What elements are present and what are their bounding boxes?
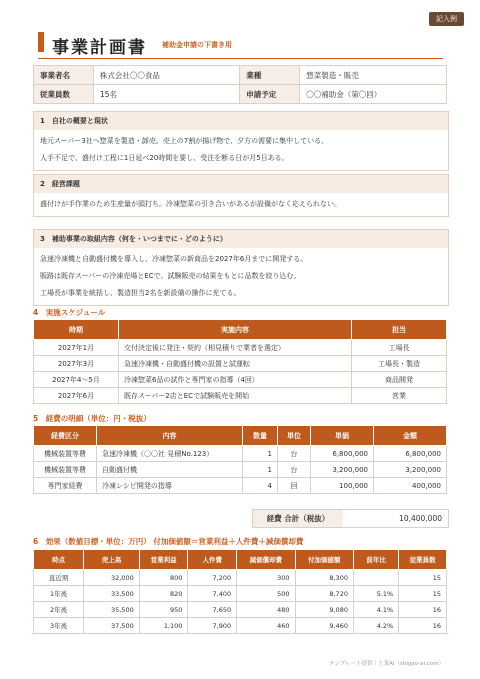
cell: 直近期 (34, 570, 84, 586)
title-accent-bar (38, 32, 44, 52)
body-line: 人手不足で、盛付け工程に1日延べ20時間を要し、受注を断る日が月5日ある。 (40, 154, 289, 162)
cell: 32,000 (84, 570, 140, 586)
body-line: 盛付けが手作業のため生産量が頭打ち。冷凍惣菜の引き合いがあるが設備がなく応えられない。 (40, 200, 341, 208)
table-row (34, 618, 447, 634)
cell: 820 (139, 586, 188, 602)
cell: 950 (139, 602, 188, 618)
cell: 500 (237, 586, 295, 602)
total-label: 経費 合計（税抜） (253, 510, 343, 527)
cell: 冷凍惣菜6品の試作と専門家の指導（4回） (119, 372, 352, 388)
table-row (34, 570, 447, 586)
total-value: 10,400,000 (399, 514, 442, 523)
applicant-info-table (33, 65, 447, 104)
page-subtitle: 補助金申請の下書き用 (162, 41, 232, 49)
section-initiatives (33, 229, 449, 306)
table-row (34, 478, 447, 494)
cell: 自動盛付機 (97, 462, 243, 478)
table-row (34, 462, 447, 478)
cell: 急速冷凍機・自動盛付機の設置と試運転 (119, 356, 352, 372)
industry-value: 惣菜製造・販売 (300, 66, 447, 85)
cell: 2027年4〜5月 (34, 372, 119, 388)
column-header: 時点 (34, 550, 84, 570)
cell: 6,800,000 (311, 446, 374, 462)
cell: 6,800,000 (374, 446, 447, 462)
expense-heading: 5 経費の明細（単位：円・税抜） (33, 414, 151, 423)
cell: 既存スーパー2店とECで試験販売を開始 (119, 388, 352, 404)
cell: 1年後 (34, 586, 84, 602)
cell: 100,000 (311, 478, 374, 494)
body-line: 急速冷凍機と自動盛付機を導入し、冷凍惣菜の新商品を2027年6月までに開発する。 (40, 255, 308, 263)
cell: 2027年3月 (34, 356, 119, 372)
column-header: 従業員数 (399, 550, 447, 570)
cell: 5.1% (353, 586, 398, 602)
column-header: 経費区分 (34, 426, 97, 446)
cell: 480 (237, 602, 295, 618)
cell: 機械装置等費 (34, 446, 97, 462)
employees-label: 従業員数 (34, 85, 94, 104)
page-title: 事業計画書 (52, 38, 147, 58)
cell: 7,400 (188, 586, 237, 602)
cell: 交付決定後に発注・契約（相見積りで業者を選定） (119, 340, 352, 356)
cell: 16 (399, 602, 447, 618)
industry-label: 業種 (240, 66, 300, 85)
effect-heading: 6 効果（数値目標・単位：万円） 付加価値額＝営業利益＋人件費＋減価償却費 (33, 537, 304, 546)
table-row (34, 388, 447, 404)
cell: 2027年1月 (34, 340, 119, 356)
cell: 400,000 (374, 478, 447, 494)
expense-total (252, 509, 449, 528)
cell: 専門家経費 (34, 478, 97, 494)
cell: 1 (243, 462, 278, 478)
table-row (34, 586, 447, 602)
cell: 35,500 (84, 602, 140, 618)
cell: 急速冷凍機（〇〇社 見積No.123） (97, 446, 243, 462)
cell: 冷凍レシピ開発の指導 (97, 478, 243, 494)
cell: 7,650 (188, 602, 237, 618)
column-header: 営業利益 (139, 550, 188, 570)
cell: 16 (399, 618, 447, 634)
column-header: 担当 (352, 320, 447, 340)
column-header: 実施内容 (119, 320, 352, 340)
column-header: 数量 (243, 426, 278, 446)
column-header: 単価 (311, 426, 374, 446)
cell: 7,200 (188, 570, 237, 586)
cell: 3年後 (34, 618, 84, 634)
table-row (34, 372, 447, 388)
cell: 回 (278, 478, 311, 494)
table-row (34, 340, 447, 356)
cell: 商品開発 (352, 372, 447, 388)
schedule-table (33, 319, 447, 404)
column-header: 内容 (97, 426, 243, 446)
cell: 8,300 (295, 570, 353, 586)
cell: 4.1% (353, 602, 398, 618)
section-heading: 3 補助事業の取組内容（何を・いつまでに・どのように） (34, 230, 448, 248)
body-line: 工場長が事業を統括し、製造担当2名を新設備の操作に充てる。 (40, 289, 241, 297)
column-header: 単位 (278, 426, 311, 446)
cell: 工場長・製造 (352, 356, 447, 372)
column-header: 減価償却費 (237, 550, 295, 570)
section-issues (33, 174, 449, 217)
cell: 800 (139, 570, 188, 586)
cell: 1 (243, 446, 278, 462)
cell: 15 (399, 570, 447, 586)
cell: 7,900 (188, 618, 237, 634)
cell: 3,200,000 (374, 462, 447, 478)
sample-badge: 記入例 (429, 12, 464, 26)
column-header: 時期 (34, 320, 119, 340)
cell: 営業 (352, 388, 447, 404)
employees-value: 15名 (93, 85, 239, 104)
column-header: 売上高 (84, 550, 140, 570)
company-value: 株式会社〇〇食品 (93, 66, 239, 85)
cell: 台 (278, 462, 311, 478)
title-rule (38, 58, 443, 59)
effect-table (33, 549, 447, 634)
cell: 9,460 (295, 618, 353, 634)
cell: 8,720 (295, 586, 353, 602)
expense-table (33, 425, 447, 494)
cell: 1,100 (139, 618, 188, 634)
cell: 3,200,000 (311, 462, 374, 478)
cell: 4 (243, 478, 278, 494)
table-row (34, 602, 447, 618)
schedule-heading: 4 実施スケジュール (33, 308, 106, 317)
cell: 4.2% (353, 618, 398, 634)
cell: 台 (278, 446, 311, 462)
column-header: 付加価値額 (295, 550, 353, 570)
plan-value: 〇〇補助金（第〇回） (300, 85, 447, 104)
body-line: 地元スーパー3社へ惣菜を製造・卸売。売上の7割が揚げ物で、夕方の需要に集中している。 (40, 137, 329, 145)
table-row (34, 356, 447, 372)
column-header: 金額 (374, 426, 447, 446)
cell: 2年後 (34, 602, 84, 618)
table-row (34, 446, 447, 462)
body-line: 販路は既存スーパーの冷凍売場とECで、試験販売の結果をもとに品数を絞り込む。 (40, 272, 301, 280)
cell: 15 (399, 586, 447, 602)
section-heading: 2 経営課題 (34, 175, 448, 193)
company-label: 事業者名 (34, 66, 94, 85)
cell: 2027年6月 (34, 388, 119, 404)
cell: 工場長 (352, 340, 447, 356)
column-header: 前年比 (353, 550, 398, 570)
cell: 機械装置等費 (34, 462, 97, 478)
column-header: 人件費 (188, 550, 237, 570)
cell: 300 (237, 570, 295, 586)
template-credit: テンプレート提供｜士業AI（shigyo-ai.com） (329, 661, 444, 667)
section-heading: 1 自社の概要と現状 (34, 112, 448, 130)
cell: 37,500 (84, 618, 140, 634)
cell: 460 (237, 618, 295, 634)
section-overview (33, 111, 449, 171)
cell: 9,080 (295, 602, 353, 618)
cell (353, 570, 398, 586)
cell: 33,500 (84, 586, 140, 602)
plan-label: 申請予定 (240, 85, 300, 104)
